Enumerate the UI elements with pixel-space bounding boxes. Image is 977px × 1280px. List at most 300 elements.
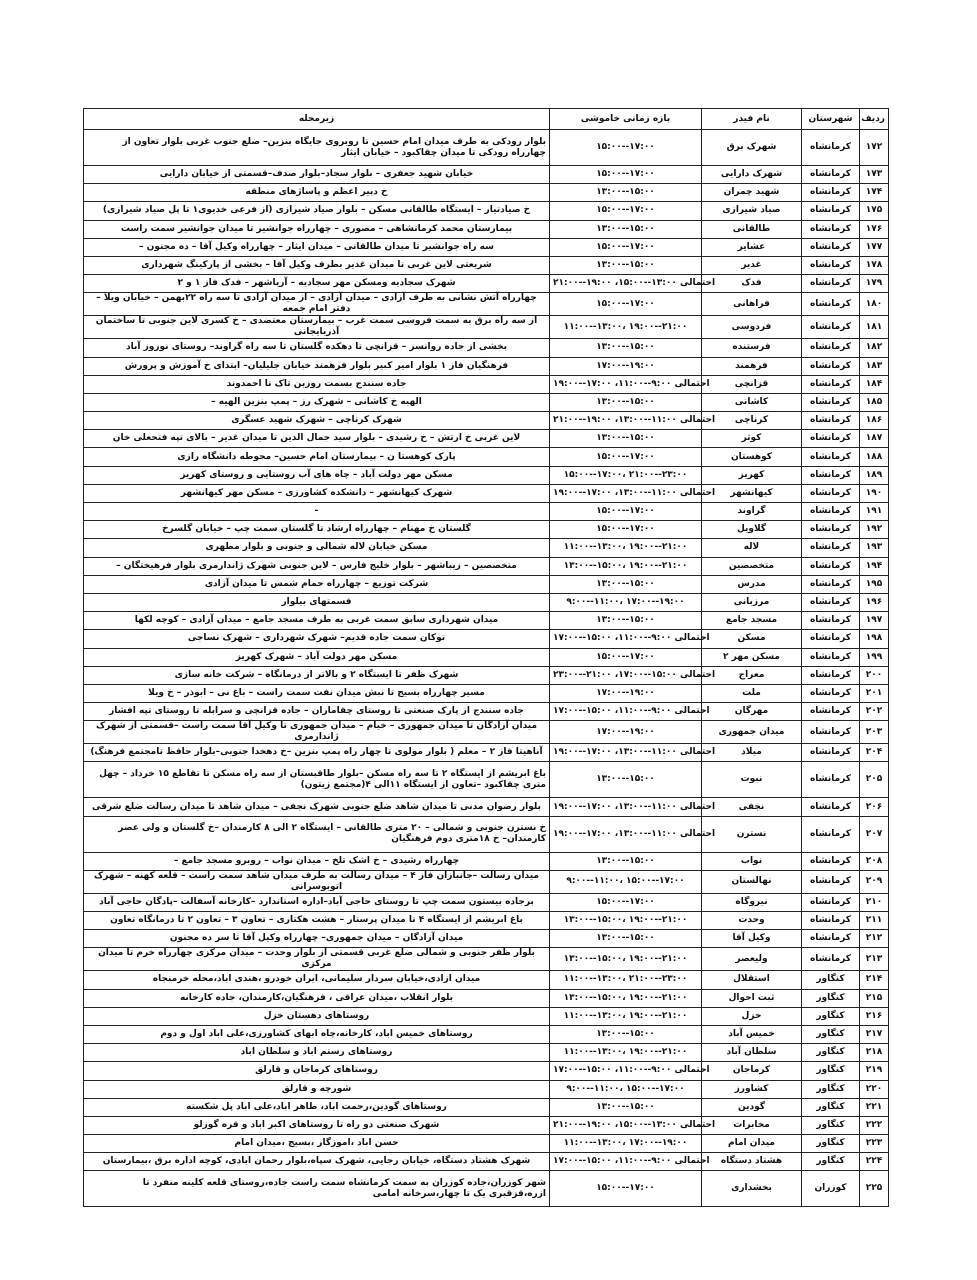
table-row <box>84 166 889 184</box>
feeder-cell: کشاورز <box>702 1080 802 1098</box>
feeder-cell: نواب <box>702 852 802 870</box>
county-cell: کرمانشاه <box>802 430 860 448</box>
row-number-cell: ۲۰۹ <box>860 870 889 893</box>
table-row <box>84 930 889 948</box>
table-header-row <box>84 109 889 130</box>
table-row <box>84 256 889 274</box>
county-cell: کنگاور <box>802 1116 860 1134</box>
row-number-cell: ۱۹۱ <box>860 503 889 521</box>
outage-time-cell: ۹:۰۰--۱۱:۰۰، ۱۵:۰۰--۱۷:۰۰ <box>550 1080 702 1098</box>
county-cell: کرمانشاه <box>802 762 860 798</box>
outage-time-cell: احتمالی ۹:۰۰--۱۱:۰۰، ۱۷:۰۰--۱۹:۰۰ <box>550 375 702 393</box>
county-cell: کرمانشاه <box>802 870 860 893</box>
table-row <box>84 593 889 611</box>
feeder-cell: فراهانی <box>702 293 802 316</box>
row-number-cell: ۲۲۳ <box>860 1135 889 1153</box>
area-cell: شهرک کرناچی – شهرک شهید عسگری <box>84 412 550 430</box>
feeder-cell: ولیعصر <box>702 948 802 971</box>
area-cell: خ دبیر اعظم و پاساژهای منطقه <box>84 184 550 202</box>
feeder-cell: کرناچی <box>702 412 802 430</box>
row-number-cell: ۲۰۶ <box>860 798 889 816</box>
row-number-cell: ۲۲۰ <box>860 1080 889 1098</box>
outage-time-cell: احتمالی ۹:۰۰--۱۱:۰۰، ۱۵:۰۰--۱۷:۰۰ <box>550 630 702 648</box>
feeder-cell: وکیل آقا <box>702 930 802 948</box>
county-cell: کرمانشاه <box>802 798 860 816</box>
table-row <box>84 721 889 744</box>
area-cell: شهرک صنعتی دو راه تا روستاهای اکبر اباد و قره گوزلو <box>84 1116 550 1134</box>
feeder-cell: طالقانی <box>702 220 802 238</box>
area-cell: سه راه جوانشیر تا میدان طالقانی – میدان ایثار – چهارراه وکیل آقا – ده مجنون – <box>84 238 550 256</box>
table-row <box>84 703 889 721</box>
feeder-cell: کیهانشهر <box>702 484 802 502</box>
outage-time-cell: ۱۳:۰۰--۱۵:۰۰ <box>550 220 702 238</box>
area-cell: روستاهای دهستان خزل <box>84 1007 550 1025</box>
table-row <box>84 612 889 630</box>
outage-time-cell: ۱۷:۰۰--۱۹:۰۰ <box>550 357 702 375</box>
feeder-cell: شهید چمران <box>702 184 802 202</box>
outage-time-cell: ۱۳:۰۰--۱۵:۰۰ <box>550 762 702 798</box>
table-row <box>84 684 889 702</box>
area-cell: مسکن مهر دولت آباد – شهرک کهریز <box>84 648 550 666</box>
table-row <box>84 1044 889 1062</box>
feeder-cell: کوثر <box>702 430 802 448</box>
outage-time-cell: ۱۳:۰۰--۱۵:۰۰ <box>550 430 702 448</box>
feeder-cell: هشتاد دستگاه <box>702 1153 802 1171</box>
feeder-cell: شهرک دارایی <box>702 166 802 184</box>
area-cell: گلستان خ مهنام – چهارراه ارشاد تا گلستان سمت چپ – خیابان گلسرخ <box>84 521 550 539</box>
feeder-cell: مدرس <box>702 575 802 593</box>
outage-time-cell: ۱۵:۰۰--۱۷:۰۰ <box>550 166 702 184</box>
feeder-cell: صیاد شیرازی <box>702 202 802 220</box>
county-cell: کرمانشاه <box>802 484 860 502</box>
row-number-cell: ۲۲۴ <box>860 1153 889 1171</box>
area-cell: جاده سنندج از پارک صنعتی تا روستای چقاماران – جاده قزانچی و سرابله تا روستای تپه افشار <box>84 703 550 721</box>
county-cell: کرمانشاه <box>802 412 860 430</box>
feeder-cell: فردوسی <box>702 316 802 339</box>
county-cell: کنگاور <box>802 1080 860 1098</box>
outage-time-cell: ۱۵:۰۰--۱۷:۰۰ <box>550 503 702 521</box>
area-cell: شورچه و قارلق <box>84 1080 550 1098</box>
county-cell: کرمانشاه <box>802 503 860 521</box>
feeder-cell: کوهستان <box>702 448 802 466</box>
row-number-cell: ۱۹۷ <box>860 612 889 630</box>
outage-time-cell: ۱۳:۰۰--۱۵:۰۰ <box>550 256 702 274</box>
table-row <box>84 339 889 357</box>
table-row <box>84 539 889 557</box>
area-cell: شهرک ظفر تا ایستگاه ۲ و بالاتر از درمانگاه – شرکت خانه سازی <box>84 666 550 684</box>
outage-schedule-table <box>83 108 889 1207</box>
row-number-cell: ۱۷۵ <box>860 202 889 220</box>
row-number-cell: ۱۷۹ <box>860 275 889 293</box>
area-cell: روستاهای رستم اباد و سلطان اباد <box>84 1044 550 1062</box>
outage-time-cell: احتمالی ۹:۰۰--۱۱:۰۰، ۱۵:۰۰--۱۷:۰۰ <box>550 1062 702 1080</box>
table-row <box>84 648 889 666</box>
area-cell: شهرک هشتاد دستگاه، خیابان رجایی، شهرک سپاه،بلوار رحمان ابادی، کوچه اداره برق ،بیمارستان <box>84 1153 550 1171</box>
row-number-cell: ۱۸۲ <box>860 339 889 357</box>
table-row <box>84 1062 889 1080</box>
county-cell: کنگاور <box>802 1062 860 1080</box>
outage-time-cell: احتمالی ۱۳:۰۰--۱۵:۰۰، ۱۹:۰۰--۲۱:۰۰ <box>550 1116 702 1134</box>
feeder-cell: خمیس آباد <box>702 1025 802 1043</box>
table-row <box>84 948 889 971</box>
row-number-cell: ۲۰۳ <box>860 721 889 744</box>
county-cell: کنگاور <box>802 1007 860 1025</box>
row-number-cell: ۱۹۰ <box>860 484 889 502</box>
feeder-cell: کهریز <box>702 466 802 484</box>
feeder-cell: وحدت <box>702 912 802 930</box>
area-cell: باغ ابریشم از ایستگاه ۲ تا سه راه مسکن –بلوار طاقبستان از سه راه مسکن تا تقاطع ۱۵ خرداد – چهل متری چقاکبود –تعاون از ایستگاه ۱۱الی ۴(مجتمع زیتون) <box>84 762 550 798</box>
county-cell: کرمانشاه <box>802 666 860 684</box>
table-row <box>84 816 889 852</box>
feeder-cell: گراوند <box>702 503 802 521</box>
outage-time-cell: ۱۷:۰۰--۱۹:۰۰ <box>550 684 702 702</box>
outage-time-cell: ۱۱:۰۰--۱۳:۰۰، ۱۹:۰۰--۲۱:۰۰ <box>550 1044 702 1062</box>
county-cell: کرمانشاه <box>802 557 860 575</box>
area-cell: بلوار انقلاب ،میدان عراقی ، فرهنگیان،کارمندان، جاده کارخانه <box>84 989 550 1007</box>
area-cell: آناهیتا فاز ۲ – معلم ( بلوار مولوی تا چهار راه پمپ بنزین –خ دهخدا جنوبی–بلوار حافظ تامجتمع فرهنگ) <box>84 744 550 762</box>
table-row <box>84 744 889 762</box>
county-cell: کرمانشاه <box>802 612 860 630</box>
row-number-cell: ۲۰۵ <box>860 762 889 798</box>
row-number-cell: ۲۰۲ <box>860 703 889 721</box>
feeder-cell: میدان جمهوری <box>702 721 802 744</box>
county-cell: کرمانشاه <box>802 721 860 744</box>
feeder-cell: خزل <box>702 1007 802 1025</box>
table-row <box>84 412 889 430</box>
area-cell: بلوار ظفر جنوبی و شمالی ضلع غربی قسمتی از بلوار وحدت – میدان مرکزی چهارراه خرم تا میدان مرکزی <box>84 948 550 971</box>
feeder-cell: میدان امام <box>702 1135 802 1153</box>
table-row <box>84 1007 889 1025</box>
outage-time-cell: ۱۱:۰۰--۱۳:۰۰، ۱۹:۰۰--۲۱:۰۰ <box>550 316 702 339</box>
table-row <box>84 630 889 648</box>
row-number-cell: ۱۷۲ <box>860 130 889 166</box>
table-row <box>84 521 889 539</box>
table-row <box>84 798 889 816</box>
row-number-cell: ۱۹۲ <box>860 521 889 539</box>
header-row-number: ردیف <box>860 109 889 130</box>
feeder-cell: میلاد <box>702 744 802 762</box>
outage-time-cell: ۱۳:۰۰--۱۵:۰۰ <box>550 1098 702 1116</box>
table-row <box>84 357 889 375</box>
row-number-cell: ۱۹۳ <box>860 539 889 557</box>
feeder-cell: متخصصین <box>702 557 802 575</box>
county-cell: کرمانشاه <box>802 948 860 971</box>
row-number-cell: ۱۷۳ <box>860 166 889 184</box>
table-row <box>84 989 889 1007</box>
area-cell: شهر کوزران،جاده کوزران به سمت کرمانشاه سمت راست جاده،روستای قلعه کلینه منفرد تا ازره،قزقبری یک تا چهار،سرخانه امامی <box>84 1171 550 1207</box>
feeder-cell: نسترن <box>702 816 802 852</box>
feeder-cell: نجفی <box>702 798 802 816</box>
row-number-cell: ۱۹۶ <box>860 593 889 611</box>
county-cell: کرمانشاه <box>802 238 860 256</box>
area-cell: میدان آزادگان – میدان جمهوری– چهارراه وکیل آقا تا سر ده مجنون <box>84 930 550 948</box>
area-cell: روستاهای گودین،رحمت اباد، طاهر اباد،علی اباد پل شکسته <box>84 1098 550 1116</box>
row-number-cell: ۱۷۴ <box>860 184 889 202</box>
area-cell: خ صیادتیار – ایستگاه طالقانی مسکن – بلوار صیاد شیرازی (از فرعی خدیوی۱ تا پل صیاد شیرازی) <box>84 202 550 220</box>
feeder-cell: بخشداری <box>702 1171 802 1207</box>
table-row <box>84 293 889 316</box>
row-number-cell: ۲۰۱ <box>860 684 889 702</box>
area-cell: باغ ابریشم از ایستگاه ۴ تا میدان پرستار – هشت هکتاری – تعاون ۳ – تعاون ۲ تا درمانگاه تعاون <box>84 912 550 930</box>
area-cell: میدان رسالت –جانبازان فاز ۴ – میدان رسالت به طرف میدان شاهد سمت راست – قلعه کهنه – شهرک اتوبوسرانی <box>84 870 550 893</box>
area-cell: پارک کوهستا ن – بیمارستان امام حسین– محوطه دانشگاه رازی <box>84 448 550 466</box>
area-cell: حسن اباد ،اموزگار ،بسیج ،میدان امام <box>84 1135 550 1153</box>
table-row <box>84 575 889 593</box>
county-cell: کرمانشاه <box>802 357 860 375</box>
outage-time-cell: احتمالی ۱۱:۰۰--۱۳:۰۰، ۱۷:۰۰--۱۹:۰۰ <box>550 798 702 816</box>
county-cell: کرمانشاه <box>802 575 860 593</box>
area-cell: میدان آزادگان تا میدان جمهوری – خیام – میدان جمهوری تا وکیل آقا سمت راست –قسمتی از شهرک ژاندارمری <box>84 721 550 744</box>
table-row <box>84 316 889 339</box>
table-row <box>84 202 889 220</box>
row-number-cell: ۱۹۴ <box>860 557 889 575</box>
outage-time-cell: ۱۵:۰۰--۱۷:۰۰ <box>550 648 702 666</box>
table-row <box>84 870 889 893</box>
outage-time-cell: ۱۳:۰۰--۱۵:۰۰، ۱۹:۰۰--۲۱:۰۰ <box>550 989 702 1007</box>
feeder-cell: نبوت <box>702 762 802 798</box>
area-cell: شهرک کیهانشهر – دانشکده کشاورزی – مسکن مهر کیهانشهر <box>84 484 550 502</box>
area-cell: برجاده بیستون سمت چپ تا روستای حاجی آباد–اداره استاندارد –کارخانه آسفالت –پادگان حاجی آباد <box>84 893 550 911</box>
area-cell: چهارراه آتش نشانی به طرف آزادی – میدان آزادی – از میدان آزادی تا سه راه ۲۲بهمن – خیابان ویلا – دفتر امام جمعه <box>84 293 550 316</box>
outage-time-cell: احتمالی ۱۱:۰۰--۱۳:۰۰، ۱۷:۰۰--۱۹:۰۰ <box>550 744 702 762</box>
feeder-cell: نهالستان <box>702 870 802 893</box>
area-cell: فرهنگیان فاز ۱ بلوار امیر کبیر بلوار فرهمند خیابان جلیلیان– ابتدای خ آموزش و پرورش <box>84 357 550 375</box>
outage-time-cell: ۱۳:۰۰--۱۵:۰۰، ۱۹:۰۰--۲۱:۰۰ <box>550 557 702 575</box>
feeder-cell: نیروگاه <box>702 893 802 911</box>
row-number-cell: ۲۲۱ <box>860 1098 889 1116</box>
outage-time-cell: ۹:۰۰--۱۱:۰۰، ۱۵:۰۰--۱۷:۰۰ <box>550 870 702 893</box>
county-cell: کرمانشاه <box>802 275 860 293</box>
row-number-cell: ۲۱۷ <box>860 1025 889 1043</box>
outage-time-cell: احتمالی ۱۳:۰۰--۱۵:۰۰، ۱۹:۰۰--۲۱:۰۰ <box>550 275 702 293</box>
outage-time-cell: احتمالی ۱۱:۰۰--۱۳:۰۰، ۱۷:۰۰--۱۹:۰۰ <box>550 484 702 502</box>
area-cell: شرکت توزیع – چهارراه حمام شمس تا میدان آزادی <box>84 575 550 593</box>
area-cell: لاین غربی خ ارتش – خ رشیدی – بلوار سید جمال الدین تا میدان غدیر – بالای تپه فتحعلی خان <box>84 430 550 448</box>
row-number-cell: ۱۹۹ <box>860 648 889 666</box>
outage-time-cell: ۱۳:۰۰--۱۵:۰۰، ۱۹:۰۰--۲۱:۰۰ <box>550 912 702 930</box>
area-cell: خ نسترن جنوبی و شمالی – ۲۰ متری طالقانی – ایستگاه ۲ الی ۸ کارمندان –خ گلستان و ولی عصر کارمندان– خ ۱۸متری دوم فرهنگیان <box>84 816 550 852</box>
table-row <box>84 762 889 798</box>
row-number-cell: ۲۱۶ <box>860 1007 889 1025</box>
feeder-cell: فرهمند <box>702 357 802 375</box>
area-cell: الهیه خ کاشانی – شهرک رز – پمپ بنزین الهیه – <box>84 393 550 411</box>
area-cell: میدان ازادی،خیابان سردار سلیمانی، ایران خودرو ،هندی اباد،محله خرمنجاه <box>84 971 550 989</box>
outage-time-cell: ۱۵:۰۰--۱۷:۰۰ <box>550 521 702 539</box>
outage-time-cell: احتمالی ۱۱:۰۰--۱۳:۰۰، ۱۷:۰۰--۱۹:۰۰ <box>550 816 702 852</box>
county-cell: کنگاور <box>802 1098 860 1116</box>
area-cell: مسکن خیابان لاله شمالی و جنوبی و بلوار مطهری <box>84 539 550 557</box>
outage-time-cell: احتمالی ۱۵:۰۰--۱۷:۰۰، ۲۱:۰۰--۲۳:۰۰ <box>550 666 702 684</box>
county-cell: کرمانشاه <box>802 930 860 948</box>
table-row <box>84 430 889 448</box>
area-cell: بیمارستان محمد کرمانشاهی – مصوری – چهارراه جوانشیر تا میدان جوانشیر سمت راست <box>84 220 550 238</box>
county-cell: کرمانشاه <box>802 648 860 666</box>
outage-time-cell: ۱۱:۰۰--۱۳:۰۰، ۱۹:۰۰--۲۱:۰۰ <box>550 539 702 557</box>
feeder-cell: معراج <box>702 666 802 684</box>
county-cell: کرمانشاه <box>802 202 860 220</box>
outage-time-cell: احتمالی ۹:۰۰--۱۱:۰۰، ۱۵:۰۰--۱۷:۰۰ <box>550 1153 702 1171</box>
county-cell: کنگاور <box>802 1025 860 1043</box>
county-cell: کرمانشاه <box>802 630 860 648</box>
feeder-cell: عشایر <box>702 238 802 256</box>
county-cell: کرمانشاه <box>802 703 860 721</box>
county-cell: کرمانشاه <box>802 593 860 611</box>
area-cell: قسمتهای بیلوار <box>84 593 550 611</box>
outage-time-cell: ۱۳:۰۰--۱۵:۰۰ <box>550 575 702 593</box>
outage-time-cell: ۱۵:۰۰--۱۷:۰۰ <box>550 238 702 256</box>
county-cell: کرمانشاه <box>802 852 860 870</box>
feeder-cell: فرستنده <box>702 339 802 357</box>
area-cell: شریعتی لاین غربی تا میدان غدیر بطرف وکیل آقا – بخشی از پارکینگ شهرداری <box>84 256 550 274</box>
area-cell: میدان شهرداری سابق سمت غربی به طرف مسجد جامع – میدان آزادی – کوچه لکها <box>84 612 550 630</box>
feeder-cell: غدیر <box>702 256 802 274</box>
county-cell: کرمانشاه <box>802 448 860 466</box>
header-outage-time: بازه زمانی خاموشی <box>550 109 702 130</box>
feeder-cell: مسکن <box>702 630 802 648</box>
county-cell: کرمانشاه <box>802 184 860 202</box>
row-number-cell: ۱۷۶ <box>860 220 889 238</box>
feeder-cell: استقلال <box>702 971 802 989</box>
table-row <box>84 1080 889 1098</box>
row-number-cell: ۲۱۳ <box>860 948 889 971</box>
table-row <box>84 557 889 575</box>
feeder-cell: سلطان آباد <box>702 1044 802 1062</box>
county-cell: کرمانشاه <box>802 816 860 852</box>
county-cell: کوزران <box>802 1171 860 1207</box>
feeder-cell: ثبت احوال <box>702 989 802 1007</box>
feeder-cell: شهرک برق <box>702 130 802 166</box>
header-area: زیرمحله <box>84 109 550 130</box>
area-cell: روستاهای خمیس اباد، کارخانه،چاه ابهای کشاورزی،علی اباد اول و دوم <box>84 1025 550 1043</box>
area-cell: خیابان شهید جعفری – بلوار سجاد–بلوار صدف–قسمتی از خیابان دارایی <box>84 166 550 184</box>
area-cell: روستاهای کرماجان و قارلق <box>84 1062 550 1080</box>
county-cell: کرمانشاه <box>802 316 860 339</box>
outage-time-cell: ۱۵:۰۰--۱۷:۰۰ <box>550 448 702 466</box>
row-number-cell: ۲۱۰ <box>860 893 889 911</box>
area-cell: بلوار رضوان مدنی تا میدان شاهد ضلع جنوبی شهرک نجفی – میدان شاهد تا میدان رسالت ضلع شرقی <box>84 798 550 816</box>
table-body <box>84 130 889 1207</box>
row-number-cell: ۲۰۷ <box>860 816 889 852</box>
table-row <box>84 484 889 502</box>
outage-time-cell: ۱۳:۰۰--۱۵:۰۰ <box>550 852 702 870</box>
row-number-cell: ۲۱۲ <box>860 930 889 948</box>
area-cell: مسیر چهارراه بسیج تا نبش میدان نفت سمت راست – باغ نی – ابوذر – خ ویلا <box>84 684 550 702</box>
county-cell: کرمانشاه <box>802 256 860 274</box>
table-row <box>84 912 889 930</box>
table-row <box>84 971 889 989</box>
outage-time-cell: ۱۳:۰۰--۱۵:۰۰ <box>550 184 702 202</box>
feeder-cell: کاشانی <box>702 393 802 411</box>
feeder-cell: فدک <box>702 275 802 293</box>
row-number-cell: ۱۷۸ <box>860 256 889 274</box>
table-row <box>84 238 889 256</box>
county-cell: کنگاور <box>802 1135 860 1153</box>
table-row <box>84 466 889 484</box>
row-number-cell: ۱۸۴ <box>860 375 889 393</box>
county-cell: کرمانشاه <box>802 339 860 357</box>
row-number-cell: ۱۸۱ <box>860 316 889 339</box>
county-cell: کنگاور <box>802 971 860 989</box>
table-row <box>84 1025 889 1043</box>
area-cell: متخصصین – زیباشهر – بلوار خلیج فارس – لاین جنوبی شهرک ژاندارمری بلوار فرهیختگان – <box>84 557 550 575</box>
row-number-cell: ۲۱۸ <box>860 1044 889 1062</box>
feeder-cell: مرزبانی <box>702 593 802 611</box>
county-cell: کرمانشاه <box>802 912 860 930</box>
row-number-cell: ۱۸۹ <box>860 466 889 484</box>
header-county: شهرستان <box>802 109 860 130</box>
outage-time-cell: ۱۱:۰۰--۱۳:۰۰، ۲۱:۰۰--۲۳:۰۰ <box>550 971 702 989</box>
table-row <box>84 1098 889 1116</box>
row-number-cell: ۱۸۸ <box>860 448 889 466</box>
outage-time-cell: ۱۳:۰۰--۱۵:۰۰ <box>550 612 702 630</box>
county-cell: کنگاور <box>802 989 860 1007</box>
outage-time-cell: ۱۵:۰۰--۱۷:۰۰ <box>550 293 702 316</box>
outage-time-cell: ۱۳:۰۰--۱۵:۰۰، ۱۹:۰۰--۲۱:۰۰ <box>550 948 702 971</box>
outage-time-cell: ۱۳:۰۰--۱۵:۰۰ <box>550 1025 702 1043</box>
feeder-cell: گلاویل <box>702 521 802 539</box>
feeder-cell: کرماجان <box>702 1062 802 1080</box>
county-cell: کرمانشاه <box>802 521 860 539</box>
area-cell: از سه راه برق به سمت فروسی سمت غرب – بیمارستان معتضدی – خ کسری لاین جنوبی تا ساختمان آذربایجانی <box>84 316 550 339</box>
table-row <box>84 1116 889 1134</box>
row-number-cell: ۱۷۷ <box>860 238 889 256</box>
table-row <box>84 503 889 521</box>
row-number-cell: ۱۸۷ <box>860 430 889 448</box>
outage-time-cell: ۱۳:۰۰--۱۵:۰۰ <box>550 339 702 357</box>
county-cell: کرمانشاه <box>802 220 860 238</box>
area-cell: بخشی از جاده روانسر – قزانچی تا دهکده گلستان تا سه راه گراوند– روستای نوروز آباد <box>84 339 550 357</box>
row-number-cell: ۱۸۳ <box>860 357 889 375</box>
table-row <box>84 1135 889 1153</box>
row-number-cell: ۲۲۲ <box>860 1116 889 1134</box>
county-cell: کرمانشاه <box>802 466 860 484</box>
area-cell: شهرک سجادیه ومسکن مهر سجادیه – آریاشهر – فدک فاز ۱ و ۲ <box>84 275 550 293</box>
feeder-cell: گودین <box>702 1098 802 1116</box>
outage-time-cell: ۱۱:۰۰--۱۳:۰۰، ۱۷:۰۰--۱۹:۰۰ <box>550 1135 702 1153</box>
feeder-cell: مخابرات <box>702 1116 802 1134</box>
outage-time-cell: ۱۵:۰۰--۱۷:۰۰ <box>550 893 702 911</box>
outage-time-cell: ۱۵:۰۰--۱۷:۰۰ <box>550 1171 702 1207</box>
outage-time-cell: احتمالی ۱۱:۰۰--۱۳:۰۰، ۱۹:۰۰--۲۱:۰۰ <box>550 412 702 430</box>
county-cell: کرمانشاه <box>802 744 860 762</box>
outage-time-cell: ۱۵:۰۰--۱۷:۰۰، ۲۱:۰۰--۲۳:۰۰ <box>550 466 702 484</box>
county-cell: کنگاور <box>802 1153 860 1171</box>
feeder-cell: مسکن مهر ۲ <box>702 648 802 666</box>
feeder-cell: ملت <box>702 684 802 702</box>
outage-time-cell: ۱۳:۰۰--۱۵:۰۰ <box>550 930 702 948</box>
table-row <box>84 893 889 911</box>
area-cell: بلوار رودکی به طرف میدان امام حسین تا روبروی جایگاه بنزین– ضلع جنوب غربی بلوار تعاون از چهارراه رودکی تا میدان چقاکبود – خیابان ایثار <box>84 130 550 166</box>
table-row <box>84 184 889 202</box>
outage-time-cell: ۱۱:۰۰--۱۳:۰۰، ۱۹:۰۰--۲۱:۰۰ <box>550 1007 702 1025</box>
row-number-cell: ۲۱۹ <box>860 1062 889 1080</box>
county-cell: کرمانشاه <box>802 393 860 411</box>
table-row <box>84 130 889 166</box>
feeder-cell: مهرگان <box>702 703 802 721</box>
feeder-cell: مسجد جامع <box>702 612 802 630</box>
row-number-cell: ۲۰۸ <box>860 852 889 870</box>
table-row <box>84 1153 889 1171</box>
outage-time-cell: ۱۳:۰۰--۱۵:۰۰ <box>550 393 702 411</box>
row-number-cell: ۲۲۵ <box>860 1171 889 1207</box>
county-cell: کرمانشاه <box>802 684 860 702</box>
county-cell: کرمانشاه <box>802 293 860 316</box>
area-cell: جاده سنندج بسمت روزبن تاک تا احمدوند <box>84 375 550 393</box>
county-cell: کرمانشاه <box>802 375 860 393</box>
outage-time-cell: ۱۵:۰۰--۱۷:۰۰ <box>550 130 702 166</box>
county-cell: کنگاور <box>802 1044 860 1062</box>
table-row <box>84 220 889 238</box>
